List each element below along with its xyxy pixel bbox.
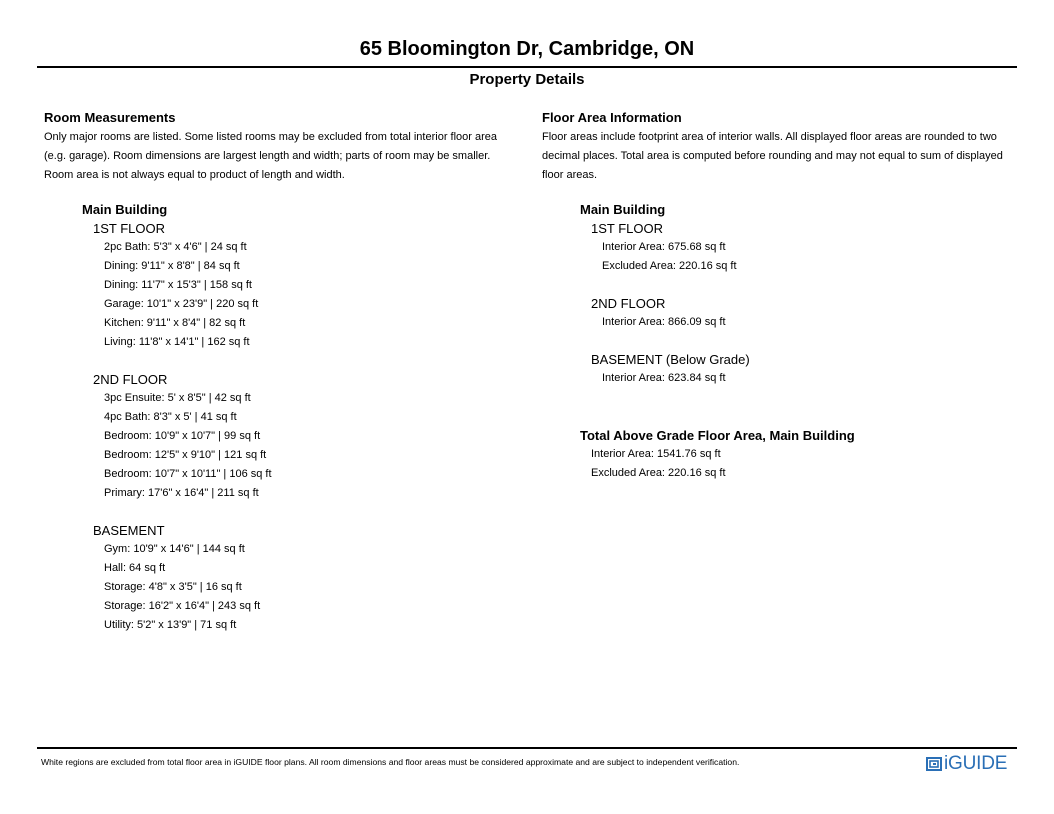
floor-basement xyxy=(93,521,524,635)
room-item: Bedroom: 10'9" x 10'7" | 99 sq ft xyxy=(104,430,261,442)
room-item: Hall: 64 sq ft xyxy=(104,562,166,574)
description-line: (e.g. garage). Room dimensions are largest length and width; parts of room may be smaller. xyxy=(44,150,491,162)
footer-disclaimer: White regions are excluded from total floor area in iGUIDE floor plans. All room dimensions and floor areas must be considered approximate and are subject to independent verification. xyxy=(41,757,740,767)
floor-1st xyxy=(93,219,524,352)
floor-title: BASEMENT (Below Grade) xyxy=(591,352,750,367)
floor-area-building xyxy=(580,200,1027,388)
area-floor-2nd xyxy=(591,294,1027,332)
room-measurements-section xyxy=(44,110,524,635)
floor-area-description xyxy=(542,128,1027,185)
room-item: Living: 11'8" x 14'1" | 162 sq ft xyxy=(104,336,250,348)
area-floor-basement xyxy=(591,350,1027,388)
room-item: Gym: 10'9" x 14'6" | 144 sq ft xyxy=(104,543,245,555)
room-item: Kitchen: 9'11" x 8'4" | 82 sq ft xyxy=(104,317,246,329)
total-heading: Total Above Grade Floor Area, Main Building xyxy=(580,428,855,443)
iguide-logo-icon xyxy=(926,756,942,772)
description-line: Only major rooms are listed. Some listed rooms may be excluded from total interior floor area xyxy=(44,131,498,143)
floor-title: 2ND FLOOR xyxy=(93,372,168,387)
page-title: 65 Bloomington Dr, Cambridge, ON xyxy=(359,38,695,60)
room-item: Dining: 9'11" x 8'8" | 84 sq ft xyxy=(104,260,240,272)
room-item: 4pc Bath: 8'3" x 5' | 41 sq ft xyxy=(104,411,237,423)
iguide-logo xyxy=(926,753,1007,775)
room-item: Dining: 11'7" x 15'3" | 158 sq ft xyxy=(104,279,252,291)
description-line: Floor areas include footprint area of interior walls. All displayed floor areas are rounded to two xyxy=(542,131,997,143)
room-item: Primary: 17'6" x 16'4" | 211 sq ft xyxy=(104,487,259,499)
footer-divider xyxy=(37,747,1017,749)
room-item: Bedroom: 12'5" x 9'10" | 121 sq ft xyxy=(104,449,267,461)
description-line: decimal places. Total area is computed before rounding and may not equal to sum of displayed xyxy=(542,150,1003,162)
room-item: 3pc Ensuite: 5' x 8'5" | 42 sq ft xyxy=(104,392,251,404)
room-item: Utility: 5'2" x 13'9" | 71 sq ft xyxy=(104,619,237,631)
room-item: Storage: 16'2" x 16'4" | 243 sq ft xyxy=(104,600,261,612)
header-divider xyxy=(37,66,1017,68)
room-item: Bedroom: 10'7" x 10'11" | 106 sq ft xyxy=(104,468,272,480)
room-item: 2pc Bath: 5'3" x 4'6" | 24 sq ft xyxy=(104,241,247,253)
total-item: Interior Area: 1541.76 sq ft xyxy=(591,448,721,460)
floor-area-heading: Floor Area Information xyxy=(542,110,682,125)
area-item: Interior Area: 675.68 sq ft xyxy=(602,241,726,253)
floor-title: 2ND FLOOR xyxy=(591,296,666,311)
floor-title: BASEMENT xyxy=(93,523,165,538)
area-item: Interior Area: 623.84 sq ft xyxy=(602,372,726,384)
area-item: Excluded Area: 220.16 sq ft xyxy=(602,260,737,272)
room-measurements-description xyxy=(44,128,524,185)
floor-2nd xyxy=(93,370,524,503)
building-name: Main Building xyxy=(580,202,666,217)
area-floor-1st xyxy=(591,219,1027,276)
floor-area-section xyxy=(542,110,1027,483)
room-item: Storage: 4'8" x 3'5" | 16 sq ft xyxy=(104,581,242,593)
room-measurements-building xyxy=(82,200,524,635)
area-item: Interior Area: 866.09 sq ft xyxy=(602,316,726,328)
room-measurements-heading: Room Measurements xyxy=(44,110,176,125)
floor-title: 1ST FLOOR xyxy=(591,221,664,236)
logo-text: iGUIDE xyxy=(944,753,1008,774)
building-name: Main Building xyxy=(82,202,168,217)
description-line: Room area is not always equal to product of length and width. xyxy=(44,169,345,181)
room-item: Garage: 10'1" x 23'9" | 220 sq ft xyxy=(104,298,259,310)
total-above-grade xyxy=(580,426,1027,483)
floor-title: 1ST FLOOR xyxy=(93,221,166,236)
total-item: Excluded Area: 220.16 sq ft xyxy=(591,467,726,479)
description-line: floor areas. xyxy=(542,169,598,181)
page-subtitle: Property Details xyxy=(469,71,585,88)
